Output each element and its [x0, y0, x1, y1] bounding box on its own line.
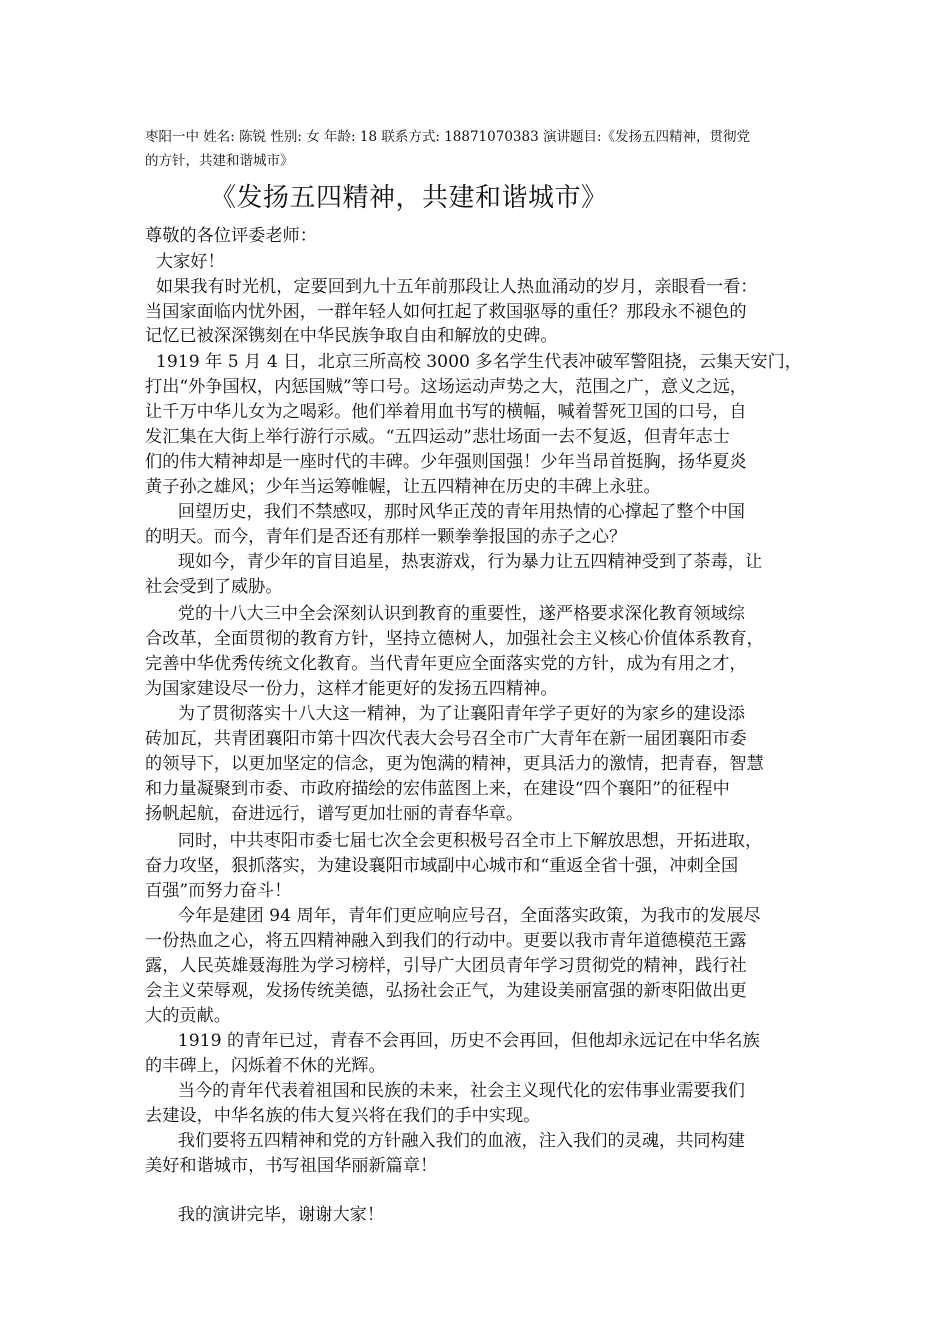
- speech-paragraph-line: 砖加瓦，共青团襄阳市第十四次代表大会号召全市广大青年在新一届团襄阳市委: [145, 729, 747, 749]
- speech-paragraph-line: 当今的青年代表着祖国和民族的未来，社会主义现代化的宏伟事业需要我们: [145, 1081, 745, 1101]
- speech-paragraph-line: 让千万中华儿女为之喝彩。他们举着用血书写的横幅，喊着誓死卫国的口号，自: [145, 402, 747, 422]
- speech-paragraph-line: 大家好！: [145, 252, 225, 272]
- speech-title: 《发扬五四精神，共建和谐城市》: [210, 183, 608, 213]
- speech-paragraph-line: 和力量凝聚到市委、市政府描绘的宏伟蓝图上来，在建设“四个襄阳”的征程中: [145, 779, 730, 799]
- speech-paragraph-line: 为了贯彻落实十八大这一精神，为了让襄阳青年学子更好的为家乡的建设添: [145, 704, 745, 724]
- speech-paragraph-line: 大的贡献。: [145, 1006, 231, 1026]
- speech-paragraph-line: 合改革，全面贯彻的教育方针，坚持立德树人，加强社会主义核心价值体系教育，: [145, 629, 764, 649]
- speech-paragraph-line: 百强”而努力奋斗！: [145, 881, 292, 901]
- speech-paragraph-line: 尊敬的各位评委老师：: [145, 226, 317, 246]
- speech-paragraph-line: 奋力攻坚，狠抓落实，为建设襄阳市域副中心城市和“重返全省十强，冲刺全国: [145, 856, 739, 876]
- speech-paragraph-line: 现如今，青少年的盲目追星，热衷游戏，行为暴力让五四精神受到了荼毒，让: [145, 552, 763, 572]
- speaker-info-line-1: 枣阳一中 姓名: 陈锐 性别: 女 年龄: 18 联系方式: 18871070383 演讲题目:《发扬五四精神，贯彻党: [145, 129, 751, 145]
- speech-paragraph-line: 今年是建团 94 周年，青年们更应响应号召，全面落实政策，为我市的发展尽: [145, 906, 761, 926]
- speech-paragraph-line: 美好和谐城市，书写祖国华丽新篇章！: [145, 1156, 438, 1176]
- speech-paragraph-line: 当国家面临内忧外困，一群年轻人如何扛起了救国驱辱的重任？那段永不褪色的: [145, 302, 747, 322]
- speech-paragraph-line: 如果我有时光机，定要回到九十五年前那段让人热血涌动的岁月，亲眼看一看：: [145, 277, 758, 297]
- speech-paragraph-line: 的领导下，以更加坚定的信念，更为饱满的精神，更具活力的激情，把青春，智慧: [145, 754, 764, 774]
- speech-paragraph-line: 黄子孙之雄风；少年当运筹帷幄，让五四精神在历史的丰碑上永驻。: [145, 477, 661, 497]
- speech-paragraph-line: 社会受到了威胁。: [145, 577, 283, 597]
- speech-paragraph-line: 我们要将五四精神和党的方针融入我们的血液，注入我们的灵魂，共同构建: [145, 1131, 745, 1151]
- speech-paragraph-line: 们的伟大精神却是一座时代的丰碑。少年强则国强！少年当昂首挺胸，扬华夏炎: [145, 452, 747, 472]
- speaker-info-line-2: 的方针，共建和谐城市》: [145, 153, 294, 169]
- speech-paragraph-line: 回望历史，我们不禁感叹，那时风华正茂的青年用热情的心撑起了整个中国: [145, 502, 745, 522]
- speech-paragraph-line: 1919 的青年已过，青春不会再回，历史不会再回，但他却永远记在中华名族: [145, 1031, 760, 1051]
- speech-paragraph-line: 扬帆起航，奋进远行，谱写更加壮丽的青春华章。: [145, 804, 524, 824]
- speech-paragraph-line: 我的演讲完毕，谢谢大家！: [145, 1205, 385, 1225]
- speech-paragraph-line: 露，人民英雄聂海胜为学习榜样，引导广大团员青年学习贯彻党的精神，践行社: [145, 956, 747, 976]
- speech-paragraph-line: 党的十八大三中全会深刻认识到教育的重要性，遂严格要求深化教育领域综: [145, 604, 745, 624]
- speech-paragraph-line: 为国家建设尽一份力，这样才能更好的发扬五四精神。: [145, 679, 558, 699]
- speech-paragraph-line: 完善中华优秀传统文化教育。当代青年更应全面落实党的方针，成为有用之才，: [145, 654, 747, 674]
- speech-paragraph-line: 的丰碑上，闪烁着不休的光辉。: [145, 1056, 386, 1076]
- speech-paragraph-line: 的明天。而今，青年们是否还有那样一颗拳拳报国的赤子之心？: [145, 527, 627, 547]
- speech-paragraph-line: 1919 年 5 月 4 日，北京三所高校 3000 多名学生代表冲破军警阻挠，云集天安门，: [145, 352, 802, 372]
- speech-paragraph-line: 会主义荣辱观，发扬传统美德，弘扬社会正气，为建设美丽富强的新枣阳做出更: [145, 981, 747, 1001]
- speech-paragraph-line: 同时，中共枣阳市委七届七次全会更积极号召全市上下解放思想，开拓进取，: [145, 831, 763, 851]
- speech-paragraph-line: 去建设，中华名族的伟大复兴将在我们的手中实现。: [145, 1106, 541, 1126]
- speech-paragraph-line: 记忆已被深深镌刻在中华民族争取自由和解放的史碑。: [145, 326, 558, 346]
- speech-paragraph-line: 一份热血之心，将五四精神融入到我们的行动中。更要以我市青年道德模范王露: [145, 931, 747, 951]
- speech-paragraph-line: 打出“外争国权，内惩国贼”等口号。这场运动声势之大，范围之广，意义之远，: [145, 377, 747, 397]
- speech-paragraph-line: 发汇集在大街上举行游行示威。“五四运动”悲壮场面一去不复返，但青年志士: [145, 427, 730, 447]
